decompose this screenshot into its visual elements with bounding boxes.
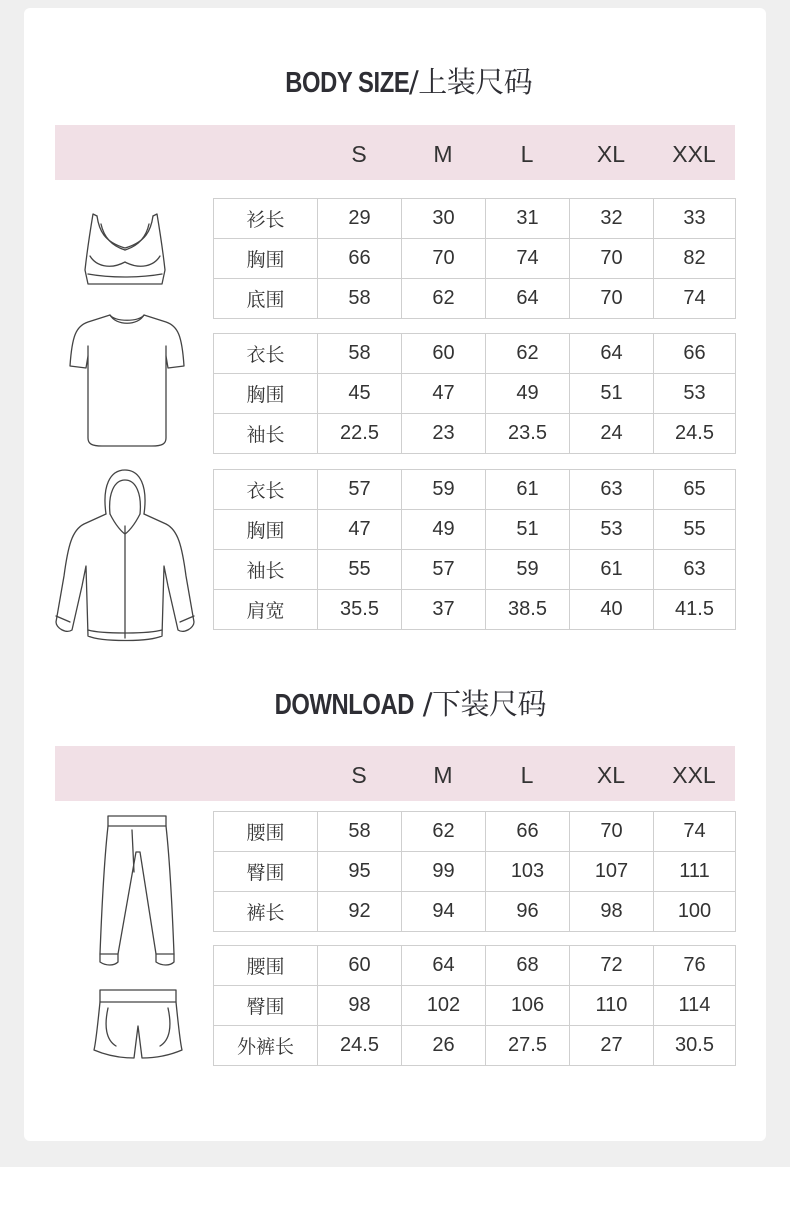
top-title-en: BODY SIZE [284, 67, 409, 99]
size-value: 24.5 [318, 1026, 402, 1066]
table-row [214, 986, 736, 1026]
table-row [214, 852, 736, 892]
size-header-xxl: XXL [672, 141, 716, 167]
bottom-title-zh: /下装尺码 [413, 687, 546, 721]
size-value: 30 [402, 199, 486, 239]
size-value: 57 [318, 470, 402, 510]
size-value: 107 [570, 852, 654, 892]
size-header-xl: XL [596, 141, 626, 167]
size-value: 63 [570, 470, 654, 510]
size-header-m: M [433, 762, 453, 788]
size-value: 23 [402, 414, 486, 454]
size-value: 59 [402, 470, 486, 510]
size-value: 26 [402, 1026, 486, 1066]
size-header-l: L [520, 141, 534, 167]
row-label: 胸围 [214, 374, 318, 414]
size-value: 24 [570, 414, 654, 454]
size-value: 49 [402, 510, 486, 550]
bottom-title-en: DOWNLOAD [274, 689, 414, 721]
size-value: 111 [654, 852, 736, 892]
row-label: 腰围 [214, 812, 318, 852]
size-value: 30.5 [654, 1026, 736, 1066]
size-value: 66 [654, 334, 736, 374]
table-row [214, 1026, 736, 1066]
sports-bra-icon [80, 212, 170, 294]
table-row [214, 590, 736, 630]
size-header-s: S [351, 762, 367, 788]
size-value: 82 [654, 239, 736, 279]
size-value: 98 [570, 892, 654, 932]
size-value: 100 [654, 892, 736, 932]
table-row [214, 946, 736, 986]
table-row [214, 892, 736, 932]
table-row [214, 334, 736, 374]
size-value: 92 [318, 892, 402, 932]
size-value: 70 [570, 239, 654, 279]
row-label: 腰围 [214, 946, 318, 986]
size-value: 66 [318, 239, 402, 279]
leggings-icon [94, 812, 182, 970]
row-label: 胸围 [214, 239, 318, 279]
row-label: 衣长 [214, 470, 318, 510]
size-value: 47 [402, 374, 486, 414]
row-label: 裤长 [214, 892, 318, 932]
size-value: 59 [486, 550, 570, 590]
top-group-3-table [213, 469, 736, 630]
bottom-size-header [55, 746, 735, 801]
size-value: 74 [654, 279, 736, 319]
top-group-2-table [213, 333, 736, 454]
size-value: 95 [318, 852, 402, 892]
size-value: 72 [570, 946, 654, 986]
size-value: 70 [402, 239, 486, 279]
size-value: 65 [654, 470, 736, 510]
size-value: 33 [654, 199, 736, 239]
size-value: 27.5 [486, 1026, 570, 1066]
bottom-size-title [0, 682, 790, 723]
size-value: 70 [570, 812, 654, 852]
row-label: 外裤长 [214, 1026, 318, 1066]
table-row [214, 279, 736, 319]
size-value: 68 [486, 946, 570, 986]
size-value: 60 [318, 946, 402, 986]
table-row [214, 199, 736, 239]
size-value: 60 [402, 334, 486, 374]
size-value: 55 [654, 510, 736, 550]
size-value: 29 [318, 199, 402, 239]
hooded-jacket-icon [52, 466, 198, 648]
row-label: 袖长 [214, 550, 318, 590]
size-value: 31 [486, 199, 570, 239]
size-value: 62 [402, 812, 486, 852]
size-value: 64 [402, 946, 486, 986]
size-value: 37 [402, 590, 486, 630]
size-value: 58 [318, 334, 402, 374]
size-value: 41.5 [654, 590, 736, 630]
size-value: 51 [570, 374, 654, 414]
size-value: 106 [486, 986, 570, 1026]
t-shirt-icon [66, 312, 188, 452]
size-value: 27 [570, 1026, 654, 1066]
table-row [214, 414, 736, 454]
row-label: 衫长 [214, 199, 318, 239]
size-value: 102 [402, 986, 486, 1026]
size-value: 94 [402, 892, 486, 932]
size-header-s: S [351, 141, 367, 167]
size-header-xxl: XXL [672, 762, 716, 788]
size-value: 53 [570, 510, 654, 550]
size-value: 76 [654, 946, 736, 986]
top-size-header [55, 125, 735, 180]
size-value: 63 [654, 550, 736, 590]
size-value: 103 [486, 852, 570, 892]
row-label: 袖长 [214, 414, 318, 454]
size-value: 35.5 [318, 590, 402, 630]
size-value: 49 [486, 374, 570, 414]
size-header-m: M [433, 141, 453, 167]
size-value: 64 [486, 279, 570, 319]
size-value: 45 [318, 374, 402, 414]
size-value: 53 [654, 374, 736, 414]
size-header-xl: XL [596, 762, 626, 788]
size-value: 99 [402, 852, 486, 892]
row-label: 肩宽 [214, 590, 318, 630]
table-row [214, 812, 736, 852]
size-value: 40 [570, 590, 654, 630]
size-value: 58 [318, 812, 402, 852]
size-value: 98 [318, 986, 402, 1026]
size-value: 74 [486, 239, 570, 279]
size-value: 114 [654, 986, 736, 1026]
size-value: 58 [318, 279, 402, 319]
bottom-group-2-table [213, 945, 736, 1066]
table-row [214, 239, 736, 279]
size-header-l: L [520, 762, 534, 788]
size-value: 24.5 [654, 414, 736, 454]
size-value: 61 [570, 550, 654, 590]
row-label: 衣长 [214, 334, 318, 374]
size-value: 22.5 [318, 414, 402, 454]
table-row [214, 374, 736, 414]
size-value: 47 [318, 510, 402, 550]
table-row [214, 470, 736, 510]
top-group-1-table [213, 198, 736, 319]
top-title-zh: /上装尺码 [409, 65, 533, 99]
size-value: 64 [570, 334, 654, 374]
row-label: 底围 [214, 279, 318, 319]
row-label: 臀围 [214, 986, 318, 1026]
size-value: 23.5 [486, 414, 570, 454]
size-value: 55 [318, 550, 402, 590]
table-row [214, 510, 736, 550]
size-value: 57 [402, 550, 486, 590]
size-value: 66 [486, 812, 570, 852]
size-value: 61 [486, 470, 570, 510]
row-label: 臀围 [214, 852, 318, 892]
size-value: 62 [402, 279, 486, 319]
size-value: 62 [486, 334, 570, 374]
table-row [214, 550, 736, 590]
bottom-group-1-table [213, 811, 736, 932]
size-value: 32 [570, 199, 654, 239]
size-value: 51 [486, 510, 570, 550]
size-value: 110 [570, 986, 654, 1026]
row-label: 胸围 [214, 510, 318, 550]
size-value: 74 [654, 812, 736, 852]
size-value: 70 [570, 279, 654, 319]
size-value: 96 [486, 892, 570, 932]
shorts-icon [90, 986, 186, 1064]
size-value: 38.5 [486, 590, 570, 630]
top-size-title [0, 60, 790, 101]
